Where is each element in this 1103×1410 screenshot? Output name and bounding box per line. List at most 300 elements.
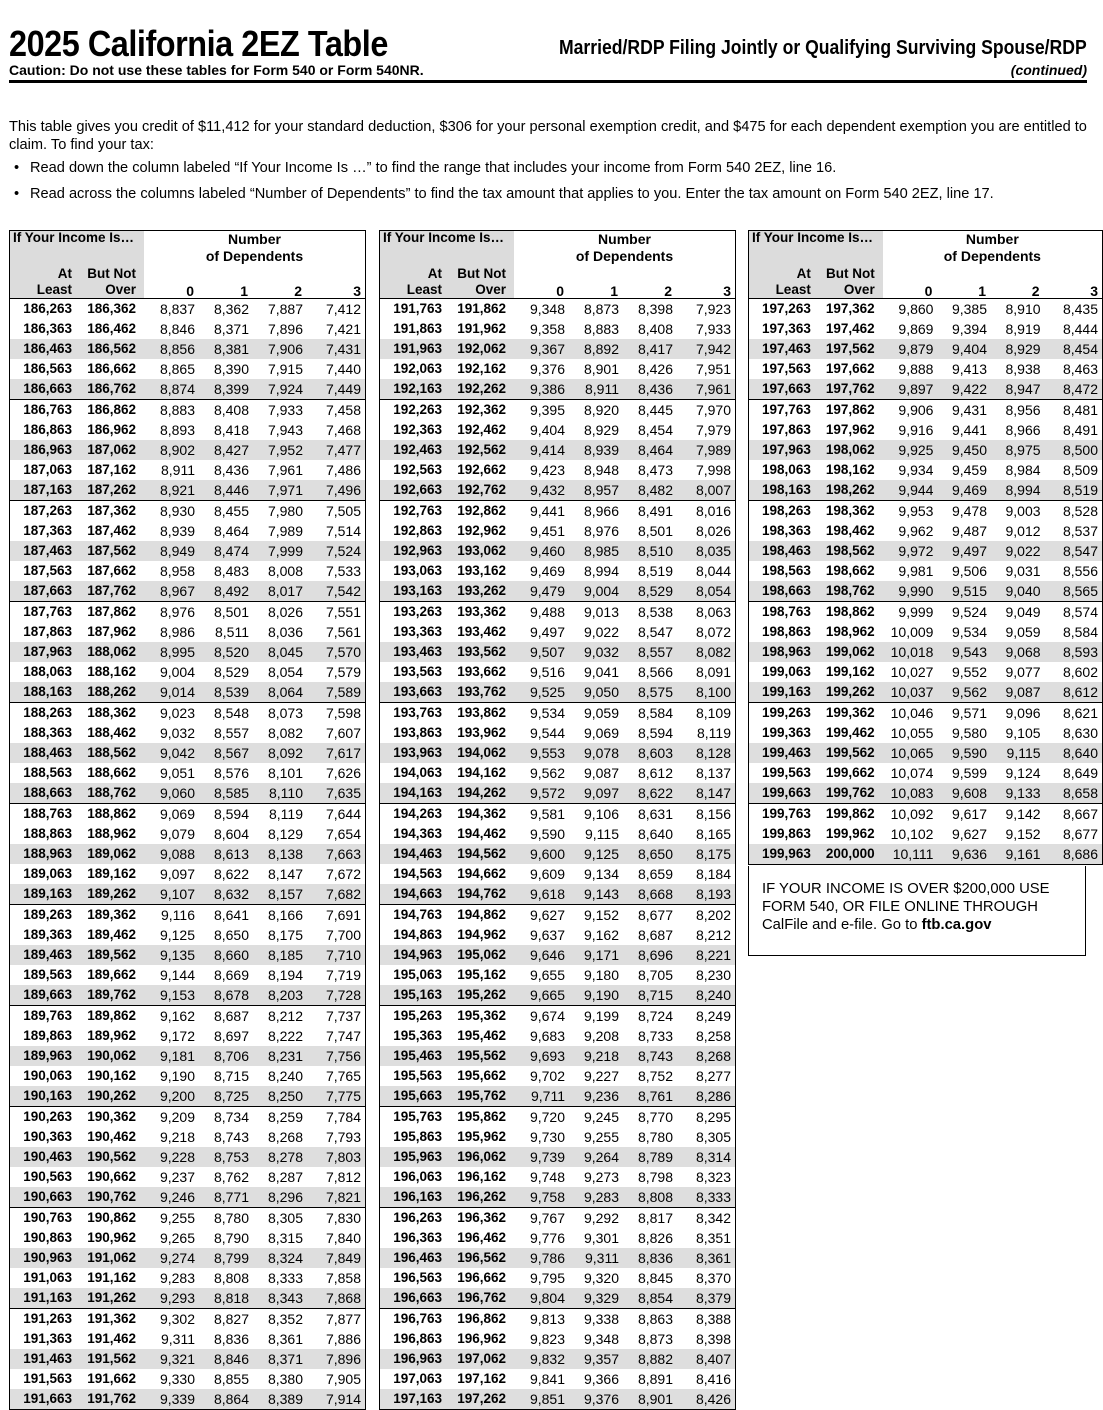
income-but-not-over: 197,862: [815, 400, 883, 421]
tax-3-dependents: 7,514: [325, 523, 361, 539]
income-but-not-over: 190,062: [76, 1046, 144, 1066]
tax-1-dependent: 9,580: [951, 725, 987, 741]
filing-status-title: Married/RDP Filing Jointly or Qualifying Surviving Spouse/RDP: [559, 37, 1087, 59]
tax-0-dependents: 9,097: [159, 866, 195, 882]
table-row: [10, 420, 366, 440]
tax-2-dependents: 8,054: [267, 664, 303, 680]
table-row: [10, 440, 366, 460]
dependents-header-line2: of Dependents: [205, 248, 304, 264]
tax-2-dependents: 8,594: [637, 725, 673, 741]
at-least-line2: Least: [775, 282, 811, 297]
tax-2-dependents: 8,454: [637, 422, 673, 438]
income-at-least: 194,663: [380, 884, 447, 905]
table-row: [749, 642, 1103, 662]
tax-0-dependents: 8,986: [159, 624, 195, 640]
tax-3-dependents: 8,230: [695, 967, 731, 983]
tax-3-dependents: 8,147: [676, 783, 736, 804]
tax-0-dependents: 8,902: [144, 440, 198, 460]
tax-0-dependents: 8,856: [144, 339, 198, 359]
tax-3-dependents: 7,710: [306, 945, 366, 965]
income-at-least: 198,063: [762, 462, 811, 478]
tax-0-dependents: 9,367: [514, 339, 568, 359]
tax-2-dependents: 7,943: [267, 422, 303, 438]
table-row: [10, 824, 366, 844]
subheader-row: [10, 265, 366, 299]
tax-2-dependents: 8,231: [252, 1046, 306, 1066]
tax-1-dependent: 8,948: [583, 462, 619, 478]
tax-2-dependents: 8,045: [252, 642, 306, 662]
tax-table-3: [748, 230, 1103, 865]
table-row: [380, 905, 736, 926]
tax-1-dependent: 8,632: [198, 884, 252, 905]
tax-0-dependents: 9,600: [514, 844, 568, 864]
tax-1-dependent: 8,455: [198, 501, 252, 522]
table-row: [749, 440, 1103, 460]
tax-0-dependents: 9,748: [529, 1169, 565, 1185]
income-but-not-over: 188,462: [87, 725, 136, 741]
tax-0-dependents: 8,846: [159, 321, 195, 337]
tax-3-dependents: 8,258: [695, 1028, 731, 1044]
income-at-least: 194,363: [393, 826, 442, 842]
tax-3-dependents: 7,923: [695, 301, 731, 317]
tax-3-dependents: 7,914: [306, 1389, 366, 1410]
tax-1-dependent: 9,218: [568, 1046, 622, 1066]
tax-0-dependents: 8,995: [144, 642, 198, 662]
income-but-not-over: 186,762: [76, 379, 144, 400]
tax-1-dependent: 9,069: [583, 725, 619, 741]
tax-1-dependent: 8,548: [198, 703, 252, 724]
table-row: [380, 824, 736, 844]
table-row: [380, 1369, 736, 1389]
table-row: [749, 400, 1103, 421]
tax-0-dependents: 9,153: [144, 985, 198, 1006]
tax-0-dependents: 9,739: [514, 1147, 568, 1167]
tax-0-dependents: 9,972: [883, 541, 937, 561]
tax-1-dependent: 9,115: [585, 826, 619, 842]
tax-0-dependents: 9,720: [514, 1107, 568, 1128]
income-at-least: 188,063: [23, 664, 72, 680]
income-but-not-over: 197,662: [825, 361, 875, 377]
table-row: [10, 1006, 366, 1027]
tax-3-dependents: 8,054: [676, 581, 736, 602]
dependents-1-header: 1: [568, 265, 622, 299]
income-but-not-over: 192,662: [457, 462, 506, 478]
but-not-over-header: [76, 265, 144, 299]
tax-1-dependent: 9,413: [951, 361, 987, 377]
income-but-not-over: 199,262: [815, 682, 883, 703]
income-at-least: 199,663: [749, 783, 815, 804]
tax-3-dependents: 7,756: [306, 1046, 366, 1066]
income-but-not-over: 186,562: [76, 339, 144, 359]
income-at-least: 199,063: [762, 664, 811, 680]
income-at-least: 186,963: [10, 440, 77, 460]
tax-2-dependents: 8,519: [637, 563, 673, 579]
header-rule: [9, 80, 1087, 83]
tax-0-dependents: 8,949: [144, 541, 198, 561]
tax-1-dependent: 8,604: [213, 826, 249, 842]
table-row: [10, 1026, 366, 1046]
table-row: [380, 581, 736, 602]
income-but-not-over: 192,462: [457, 422, 506, 438]
tax-0-dependents: 9,841: [529, 1371, 565, 1387]
tax-0-dependents: 10,046: [883, 703, 937, 724]
table-row: [380, 622, 736, 642]
income-at-least: 196,763: [380, 1309, 447, 1330]
tax-2-dependents: 8,789: [622, 1147, 676, 1167]
tax-0-dependents: 9,758: [514, 1187, 568, 1208]
income-but-not-over: 196,962: [457, 1331, 506, 1347]
tax-1-dependent: 8,594: [198, 804, 252, 825]
income-but-not-over: 193,962: [457, 725, 506, 741]
table-row: [380, 844, 736, 864]
tax-3-dependents: 8,082: [676, 642, 736, 662]
tax-0-dependents: 9,255: [144, 1208, 198, 1229]
table-row: [749, 763, 1103, 783]
tax-3-dependents: 8,472: [1044, 379, 1103, 400]
tax-1-dependent: 9,059: [568, 703, 622, 724]
tax-0-dependents: 9,228: [144, 1147, 198, 1167]
income-at-least: 195,663: [380, 1086, 447, 1107]
income-but-not-over: 199,762: [815, 783, 883, 804]
income-but-not-over: 187,262: [76, 480, 144, 501]
tax-3-dependents: 7,449: [306, 379, 366, 400]
table-row: [10, 804, 366, 825]
income-but-not-over: 188,262: [76, 682, 144, 703]
table-row: [749, 581, 1103, 602]
tax-1-dependent: 9,143: [568, 884, 622, 905]
table-row: [10, 480, 366, 501]
tax-3-dependents: 8,333: [676, 1187, 736, 1208]
tax-2-dependents: 9,068: [990, 642, 1044, 662]
tax-3-dependents: 8,268: [676, 1046, 736, 1066]
income-at-least: 193,863: [393, 725, 442, 741]
income-at-least: 192,663: [380, 480, 447, 501]
tax-1-dependent: 9,617: [936, 804, 990, 825]
income-but-not-over: 199,362: [815, 703, 883, 724]
table-row: [10, 400, 366, 421]
table-row: [10, 581, 366, 602]
tax-3-dependents: 7,626: [325, 765, 361, 781]
tax-0-dependents: 9,981: [898, 563, 934, 579]
income-but-not-over: 195,962: [457, 1129, 506, 1145]
income-at-least: 192,963: [380, 541, 447, 561]
income-but-not-over: 186,662: [87, 361, 136, 377]
tax-2-dependents: 8,715: [622, 985, 676, 1006]
tax-0-dependents: 9,795: [529, 1270, 565, 1286]
tax-1-dependent: 8,464: [213, 523, 249, 539]
tax-3-dependents: 8,137: [695, 765, 731, 781]
tax-2-dependents: 8,966: [1005, 422, 1041, 438]
table-row: [380, 925, 736, 945]
tax-0-dependents: 9,060: [144, 783, 198, 804]
table-row: [749, 521, 1103, 541]
income-range-header: If Your Income Is…: [10, 231, 145, 266]
tax-3-dependents: 7,858: [325, 1270, 361, 1286]
at-least-header: [10, 265, 77, 299]
tax-1-dependent: 9,562: [936, 682, 990, 703]
tax-3-dependents: 7,868: [306, 1288, 366, 1309]
income-at-least: 195,563: [393, 1068, 442, 1084]
income-at-least: 191,163: [10, 1288, 77, 1309]
income-at-least: 193,963: [380, 743, 447, 763]
tax-1-dependent: 8,641: [198, 905, 252, 926]
income-at-least: 199,263: [749, 703, 815, 724]
income-but-not-over: 190,262: [76, 1086, 144, 1107]
tax-1-dependent: 9,180: [583, 967, 619, 983]
table-row: [380, 763, 736, 783]
tax-3-dependents: 7,840: [325, 1230, 361, 1246]
tax-0-dependents: 9,014: [144, 682, 198, 703]
tax-3-dependents: 8,574: [1044, 602, 1103, 623]
tax-2-dependents: 8,315: [267, 1230, 303, 1246]
tax-0-dependents: 10,092: [883, 804, 937, 825]
income-at-least: 193,563: [393, 664, 442, 680]
tax-0-dependents: 9,488: [514, 602, 568, 623]
table-row: [749, 319, 1103, 339]
income-at-least: 196,563: [393, 1270, 442, 1286]
tax-0-dependents: 9,851: [514, 1389, 568, 1410]
income-but-not-over: 188,962: [87, 826, 136, 842]
tax-0-dependents: 9,665: [514, 985, 568, 1006]
income-at-least: 186,563: [23, 361, 72, 377]
table-row: [380, 602, 736, 623]
page-title: 2025 California 2EZ Table: [9, 23, 388, 64]
tax-2-dependents: 8,157: [252, 884, 306, 905]
tax-0-dependents: 9,190: [159, 1068, 195, 1084]
table-row: [380, 1349, 736, 1369]
tax-1-dependent: 8,939: [568, 440, 622, 460]
table-row: [10, 1228, 366, 1248]
tax-2-dependents: 8,640: [637, 826, 673, 842]
tax-2-dependents: 9,012: [1005, 523, 1041, 539]
tax-3-dependents: 8,072: [695, 624, 731, 640]
tax-0-dependents: 9,693: [514, 1046, 568, 1066]
tax-3-dependents: 8,416: [695, 1371, 731, 1387]
income-but-not-over: 196,762: [446, 1288, 514, 1309]
table-row: [380, 339, 736, 359]
income-but-not-over: 196,562: [446, 1248, 514, 1268]
income-at-least: 187,863: [23, 624, 72, 640]
income-at-least: 191,363: [23, 1331, 72, 1347]
income-at-least: 197,063: [393, 1371, 442, 1387]
tax-0-dependents: 9,107: [144, 884, 198, 905]
tax-3-dependents: 7,812: [325, 1169, 361, 1185]
instructions-paragraph: This table gives you credit of $11,412 for your standard deduction, $306 for your personal exemption credit, and $475 for each dependent exemption you are entitled to claim. To find your tax:: [9, 119, 1087, 153]
tax-3-dependents: 8,175: [676, 844, 736, 864]
at-least-header: [380, 265, 447, 299]
tax-1-dependent: 8,697: [213, 1028, 249, 1044]
income-at-least: 196,063: [393, 1169, 442, 1185]
table-row: [749, 844, 1103, 865]
income-at-least: 194,563: [393, 866, 442, 882]
dependents-header: [514, 231, 736, 266]
tax-0-dependents: 9,646: [514, 945, 568, 965]
tax-3-dependents: 7,784: [306, 1107, 366, 1128]
instructions-list: [9, 159, 1089, 203]
tax-0-dependents: 9,004: [159, 664, 195, 680]
income-but-not-over: 187,662: [87, 563, 136, 579]
dependents-0-header: 0: [144, 265, 198, 299]
tax-2-dependents: 8,761: [622, 1086, 676, 1107]
tax-1-dependent: 9,459: [951, 462, 987, 478]
income-at-least: 194,163: [380, 783, 447, 804]
income-at-least: 193,163: [380, 581, 447, 602]
tax-1-dependent: 8,790: [213, 1230, 249, 1246]
income-but-not-over: 186,862: [76, 400, 144, 421]
table-row: [749, 662, 1103, 682]
tax-0-dependents: 9,962: [898, 523, 934, 539]
table-row: [10, 1127, 366, 1147]
tax-3-dependents: 7,524: [306, 541, 366, 561]
table-header: [380, 231, 736, 299]
tax-1-dependent: 9,097: [568, 783, 622, 804]
tax-2-dependents: 8,371: [252, 1349, 306, 1369]
income-but-not-over: 199,062: [815, 642, 883, 662]
tax-3-dependents: 8,035: [676, 541, 736, 561]
income-at-least: 190,763: [10, 1208, 77, 1229]
income-but-not-over: 198,562: [815, 541, 883, 561]
income-but-not-over: 194,262: [446, 783, 514, 804]
tax-2-dependents: 7,971: [252, 480, 306, 501]
income-but-not-over: 190,362: [76, 1107, 144, 1128]
tax-0-dependents: 9,674: [514, 1006, 568, 1027]
income-range-header: If Your Income Is…: [749, 231, 883, 266]
tax-1-dependent: 8,929: [583, 422, 619, 438]
table-row: [749, 480, 1103, 501]
tax-3-dependents: 8,342: [676, 1208, 736, 1229]
tax-2-dependents: 8,566: [637, 664, 673, 680]
tax-3-dependents: 8,584: [1062, 624, 1098, 640]
tax-2-dependents: 9,087: [990, 682, 1044, 703]
tax-2-dependents: 8,612: [637, 765, 673, 781]
tax-1-dependent: 9,431: [936, 400, 990, 421]
income-but-not-over: 194,762: [446, 884, 514, 905]
tax-3-dependents: 7,542: [306, 581, 366, 602]
income-at-least: 190,663: [10, 1187, 77, 1208]
income-but-not-over: 194,462: [457, 826, 506, 842]
income-at-least: 191,063: [23, 1270, 72, 1286]
tax-1-dependent: 8,836: [213, 1331, 249, 1347]
tax-1-dependent: 9,032: [568, 642, 622, 662]
tax-1-dependent: 9,255: [583, 1129, 619, 1145]
income-at-least: 196,263: [380, 1208, 447, 1229]
tax-0-dependents: 9,507: [514, 642, 568, 662]
tax-0-dependents: 9,534: [514, 703, 568, 724]
but-not-over-line2: Over: [105, 282, 136, 297]
tax-3-dependents: 7,440: [325, 361, 361, 377]
tax-2-dependents: 8,408: [637, 321, 673, 337]
tax-2-dependents: 8,138: [252, 844, 306, 864]
tax-3-dependents: 7,431: [306, 339, 366, 359]
income-but-not-over: 192,162: [457, 361, 506, 377]
tax-1-dependent: 9,292: [568, 1208, 622, 1229]
tax-3-dependents: 7,486: [325, 462, 361, 478]
tax-0-dependents: 9,088: [144, 844, 198, 864]
tax-2-dependents: 8,808: [622, 1187, 676, 1208]
table-row: [749, 703, 1103, 724]
tax-0-dependents: 9,544: [529, 725, 565, 741]
income-at-least: 193,263: [380, 602, 447, 623]
tax-3-dependents: 7,951: [695, 361, 731, 377]
tax-3-dependents: 8,398: [695, 1331, 731, 1347]
tax-3-dependents: 8,193: [676, 884, 736, 905]
income-but-not-over: 192,562: [446, 440, 514, 460]
tax-3-dependents: 7,719: [325, 967, 361, 983]
tax-1-dependent: 8,734: [198, 1107, 252, 1128]
tax-1-dependent: 9,208: [583, 1028, 619, 1044]
table-row: [10, 905, 366, 926]
table-row: [10, 1288, 366, 1309]
income-at-least: 199,363: [762, 725, 811, 741]
tax-0-dependents: 9,953: [883, 501, 937, 522]
table-row: [10, 1107, 366, 1128]
income-but-not-over: 189,062: [76, 844, 144, 864]
income-but-not-over: 194,362: [446, 804, 514, 825]
tax-0-dependents: 9,311: [161, 1331, 195, 1347]
tax-3-dependents: 7,579: [325, 664, 361, 680]
tax-1-dependent: 8,920: [568, 400, 622, 421]
tax-2-dependents: 8,631: [622, 804, 676, 825]
income-but-not-over: 194,962: [457, 927, 506, 943]
tax-0-dependents: 9,590: [529, 826, 565, 842]
table-body: [749, 299, 1103, 865]
table-header: [749, 231, 1103, 299]
table-row: [10, 783, 366, 804]
tax-3-dependents: 8,491: [1062, 422, 1098, 438]
tax-2-dependents: 9,040: [990, 581, 1044, 602]
income-at-least: 195,863: [393, 1129, 442, 1145]
tax-2-dependents: 9,105: [1005, 725, 1041, 741]
income-at-least: 188,763: [10, 804, 77, 825]
tax-1-dependent: 8,818: [198, 1288, 252, 1309]
income-but-not-over: 196,062: [446, 1147, 514, 1167]
tax-0-dependents: 9,479: [514, 581, 568, 602]
tax-3-dependents: 7,691: [306, 905, 366, 926]
tax-1-dependent: 9,050: [568, 682, 622, 703]
income-at-least: 186,663: [10, 379, 77, 400]
tax-1-dependent: 9,348: [583, 1331, 619, 1347]
income-but-not-over: 198,162: [825, 462, 875, 478]
income-at-least: 193,063: [393, 563, 442, 579]
income-at-least: 191,463: [10, 1349, 77, 1369]
table-row: [749, 299, 1103, 320]
income-but-not-over: 198,062: [815, 440, 883, 460]
income-at-least: 195,163: [380, 985, 447, 1006]
income-but-not-over: 188,362: [76, 703, 144, 724]
tax-1-dependent: 8,511: [215, 624, 249, 640]
tax-2-dependents: 8,733: [637, 1028, 673, 1044]
income-but-not-over: 194,562: [446, 844, 514, 864]
at-least-line2: Least: [36, 282, 72, 297]
tax-2-dependents: 8,752: [637, 1068, 673, 1084]
tax-2-dependents: 7,989: [267, 523, 303, 539]
tax-0-dependents: 9,683: [529, 1028, 565, 1044]
table-row: [10, 965, 366, 985]
tax-0-dependents: 9,451: [529, 523, 565, 539]
income-at-least: 197,363: [762, 321, 811, 337]
tax-3-dependents: 8,100: [676, 682, 736, 703]
tax-3-dependents: 7,793: [325, 1129, 361, 1145]
tax-0-dependents: 9,897: [883, 379, 937, 400]
tax-3-dependents: 8,212: [695, 927, 731, 943]
income-but-not-over: 199,962: [825, 826, 875, 842]
tax-2-dependents: 8,333: [267, 1270, 303, 1286]
ftb-website-link[interactable]: ftb.ca.gov: [921, 917, 992, 933]
tax-2-dependents: 8,092: [252, 743, 306, 763]
tax-3-dependents: 7,458: [306, 400, 366, 421]
income-but-not-over: 192,962: [457, 523, 506, 539]
table-row: [10, 1147, 366, 1167]
